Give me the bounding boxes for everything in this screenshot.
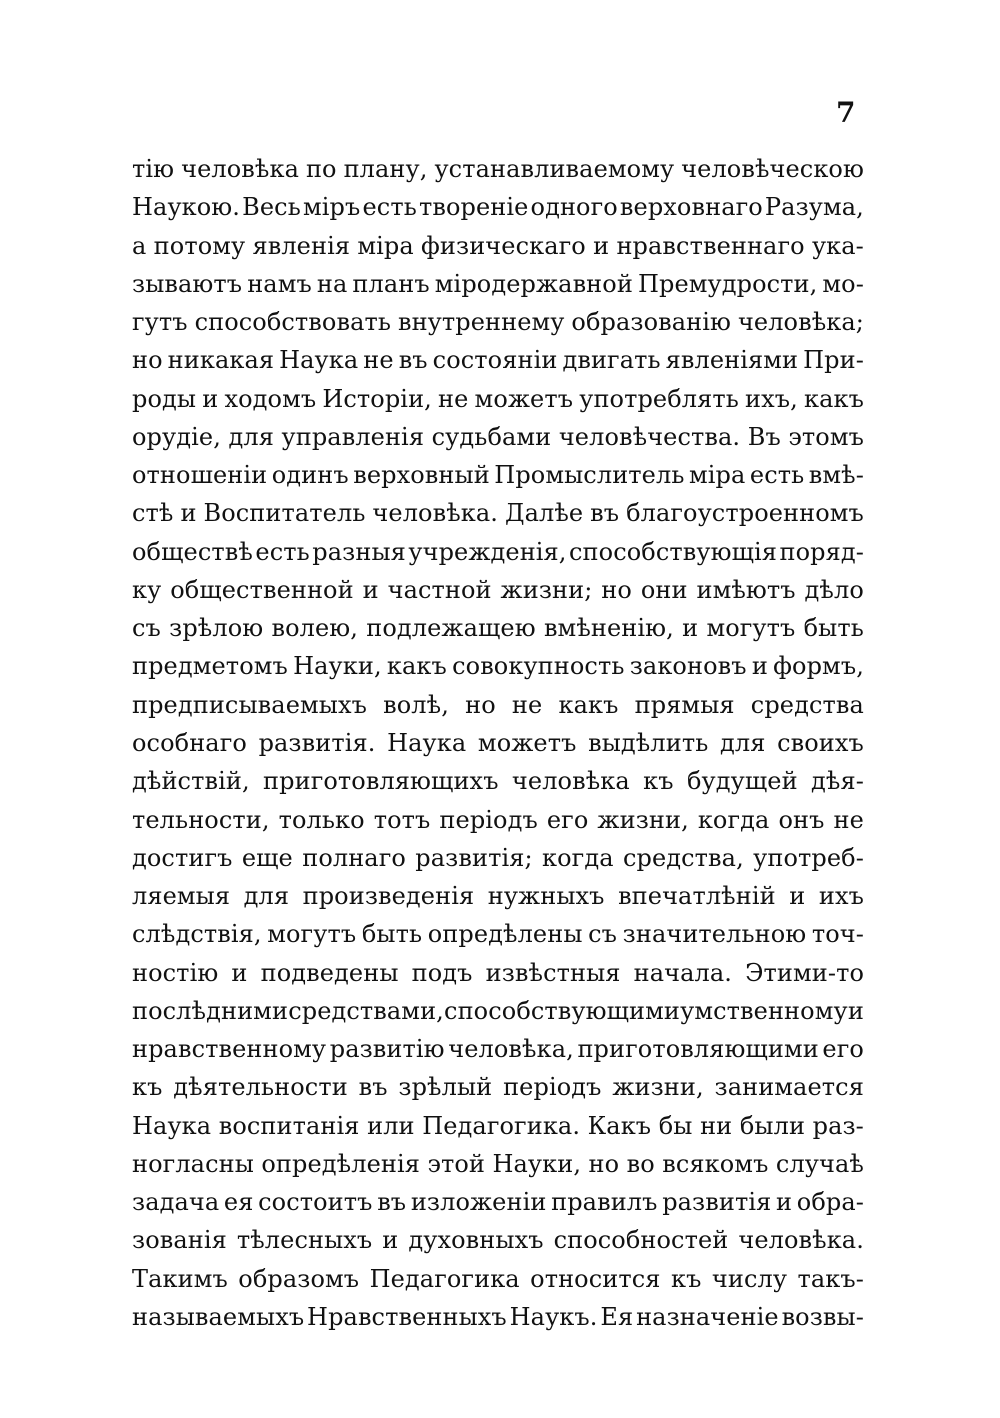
word: При-	[803, 346, 864, 375]
word: приготовляющихъ	[263, 767, 499, 796]
word: для	[228, 422, 274, 451]
word: человѣческою	[681, 155, 864, 183]
word: частной	[387, 575, 492, 604]
word: дѣло	[804, 575, 864, 604]
word: твореніе	[418, 193, 529, 222]
word: но	[601, 575, 632, 604]
word: къ	[670, 1264, 702, 1293]
word: намъ	[247, 269, 312, 298]
word: будущей	[686, 767, 798, 796]
page-number: 7	[836, 96, 856, 129]
word: волею,	[271, 614, 359, 643]
word: Такимъ	[132, 1264, 228, 1293]
word: употреблять	[579, 384, 739, 413]
word: человѣка	[181, 155, 299, 183]
word: нравственнаго	[616, 231, 805, 260]
word: верховнаго	[619, 193, 763, 222]
word: начала.	[633, 958, 732, 987]
word: вмѣненію,	[543, 614, 674, 643]
word: состояніи	[432, 346, 558, 375]
word: для	[243, 882, 290, 911]
word: зрѣлою	[169, 614, 264, 643]
word: употреб-	[753, 843, 864, 872]
word: и	[776, 1188, 793, 1217]
word: тѣлесныхъ	[236, 1226, 373, 1255]
word: и	[751, 652, 768, 681]
word: способствующія	[569, 537, 778, 566]
word: вмѣ-	[808, 461, 864, 490]
word: прямыя	[634, 690, 735, 719]
word: жизни,	[597, 805, 689, 834]
word: двигать	[562, 346, 661, 375]
word: Этими-то	[745, 958, 864, 987]
word: еще	[241, 843, 293, 872]
text-line	[132, 1107, 864, 1145]
word: впечатлѣній	[618, 882, 776, 911]
word: но	[465, 690, 496, 719]
word: человѣка	[511, 767, 630, 796]
word: и	[382, 1226, 399, 1255]
word: этомъ	[788, 422, 864, 451]
word: точ-	[811, 920, 864, 949]
word: къ	[132, 1073, 163, 1102]
word: человѣчества.	[558, 422, 741, 451]
word: съ	[132, 614, 161, 643]
word: опредѣлены	[427, 920, 583, 949]
word: мо-	[822, 269, 864, 298]
word: физическаго	[421, 231, 586, 260]
word: Далѣе	[504, 499, 584, 528]
word: воспитанія	[218, 1111, 360, 1140]
word: жизни;	[500, 575, 593, 604]
word: развитія	[662, 1188, 772, 1217]
text-line	[132, 380, 864, 418]
word: есть	[255, 537, 310, 566]
word: не	[438, 384, 469, 413]
word: или	[367, 1111, 415, 1140]
word: выдѣлить	[588, 728, 709, 757]
word: тію	[132, 155, 175, 183]
word: дѣя-	[811, 767, 864, 796]
word: ихъ	[818, 882, 864, 911]
text-line	[132, 1260, 864, 1298]
word: періодъ	[503, 1073, 602, 1102]
word: обра-	[796, 1188, 864, 1217]
word: Науки,	[293, 652, 382, 681]
word: ногласны	[132, 1149, 254, 1178]
word: зрѣлый	[398, 1073, 493, 1102]
word: орудіе,	[132, 422, 221, 451]
word: ностію	[132, 958, 219, 987]
text-line	[132, 303, 864, 341]
word: подлежащею	[366, 614, 536, 643]
word: дѣйствій,	[132, 767, 250, 796]
word: Наукою.	[132, 193, 241, 222]
word: тельности,	[132, 805, 270, 834]
word: учрежденія,	[408, 537, 567, 566]
word: способствующими	[444, 996, 680, 1025]
word: не	[363, 346, 394, 375]
word: волѣ,	[383, 690, 449, 719]
word: развитію	[329, 1035, 445, 1064]
text-line	[132, 150, 864, 188]
word: особнаго	[132, 728, 247, 757]
word: и	[202, 384, 219, 413]
word: произведенія	[302, 882, 475, 911]
word: тотъ	[373, 805, 431, 834]
text-line	[132, 839, 864, 877]
word: его	[822, 1035, 864, 1064]
word: подъ	[411, 958, 473, 987]
word: развитія.	[258, 728, 376, 757]
word: достигъ	[132, 843, 233, 872]
word: Нравственныхъ	[307, 1302, 507, 1331]
text-line	[132, 1145, 864, 1183]
word: и	[593, 231, 610, 260]
word: не	[511, 690, 543, 719]
word: когда	[542, 843, 614, 872]
word: образованію	[571, 308, 732, 337]
word: приготовляющими	[577, 1035, 819, 1064]
word: Науки,	[492, 1149, 582, 1178]
word: человѣка,	[448, 1035, 574, 1064]
word: и	[180, 499, 197, 528]
word: когда	[697, 805, 770, 834]
word: опредѣленія	[261, 1149, 420, 1178]
text-line	[132, 915, 864, 953]
word: поряд-	[779, 537, 864, 566]
word: въ	[377, 1188, 407, 1217]
word: возвы-	[781, 1302, 864, 1331]
word: дѣятельности	[173, 1073, 348, 1102]
word: благоустроенномъ	[626, 499, 864, 528]
word: человѣка;	[737, 308, 864, 337]
word: гутъ	[132, 308, 188, 337]
text-line	[132, 1030, 864, 1068]
word: отношеніи	[132, 461, 268, 490]
word: обществѣ	[132, 537, 253, 566]
word: назначеніе	[636, 1302, 779, 1331]
word: состоитъ	[258, 1188, 373, 1217]
text-line	[132, 227, 864, 265]
text-line	[132, 686, 864, 724]
word: законовъ	[629, 652, 747, 681]
text-line	[132, 1183, 864, 1221]
word: ея	[223, 1188, 254, 1217]
word: извѣстныя	[485, 958, 621, 987]
word: ука-	[811, 231, 864, 260]
word: но	[132, 346, 163, 375]
word: Наука	[387, 728, 467, 757]
word: и	[789, 882, 806, 911]
word: общественной	[170, 575, 354, 604]
word: міръ	[302, 193, 361, 222]
word: Весь	[242, 193, 301, 222]
word: жизни,	[612, 1073, 704, 1102]
word: явленіями	[665, 346, 799, 375]
word: слѣдствія,	[132, 920, 262, 949]
word: ляемыя	[132, 882, 231, 911]
word: а	[132, 231, 147, 260]
word: могутъ	[267, 920, 357, 949]
word: ку	[132, 575, 162, 604]
word: во	[626, 1149, 655, 1178]
word: ходомъ	[224, 384, 317, 413]
word: управленія	[281, 422, 425, 451]
text-line	[132, 877, 864, 915]
word: есть	[749, 461, 805, 490]
word: Наука	[279, 346, 359, 375]
word: въ	[358, 1073, 388, 1102]
text-line	[132, 418, 864, 456]
word: какъ	[558, 690, 619, 719]
word: способствовать	[194, 308, 392, 337]
word: и	[682, 614, 699, 643]
word: никакая	[167, 346, 275, 375]
word: человѣка.	[738, 1226, 864, 1255]
word: какъ	[804, 384, 864, 413]
text-line	[132, 265, 864, 303]
word: верховный	[353, 461, 490, 490]
word: судьбами	[431, 422, 552, 451]
word: міродержавной	[434, 269, 633, 298]
word: есть	[362, 193, 417, 222]
text-line	[132, 954, 864, 992]
text-line	[132, 762, 864, 800]
word: полнаго	[302, 843, 406, 872]
word: Педагогика.	[422, 1111, 581, 1140]
text-line	[132, 992, 864, 1030]
text-line	[132, 188, 864, 226]
word: раз-	[812, 1111, 864, 1140]
word: средствами,	[288, 996, 444, 1025]
text-line	[132, 1068, 864, 1106]
word: случаѣ	[775, 1149, 864, 1178]
word: такъ-	[797, 1264, 864, 1293]
word: своихъ	[777, 728, 864, 757]
text-line	[132, 341, 864, 379]
word: зываютъ	[132, 269, 243, 298]
word: въ	[590, 499, 620, 528]
word: числу	[711, 1264, 788, 1293]
word: Какъ	[587, 1111, 652, 1140]
word: Исторіи,	[322, 384, 432, 413]
word: человѣка.	[372, 499, 499, 528]
word: къ	[643, 767, 674, 796]
word: разныя	[312, 537, 406, 566]
word: ни	[700, 1111, 733, 1140]
word: можетъ	[474, 384, 574, 413]
word: и	[362, 575, 379, 604]
text-line	[132, 533, 864, 571]
word: Наукъ.	[509, 1302, 598, 1331]
word: на	[316, 269, 348, 298]
word: средства	[750, 690, 864, 719]
word: они	[640, 575, 688, 604]
word: потому	[153, 231, 246, 260]
text-line	[132, 801, 864, 839]
word: нравственному	[132, 1035, 327, 1064]
word: задача	[132, 1188, 220, 1217]
word: всякомъ	[662, 1149, 769, 1178]
word: имѣютъ	[696, 575, 796, 604]
word: устанавливаемому	[434, 155, 675, 183]
word: съ	[588, 920, 618, 949]
word: Ея	[600, 1302, 634, 1331]
word: развитія;	[415, 843, 533, 872]
body-text	[132, 150, 864, 1336]
word: называемыхъ	[132, 1302, 305, 1331]
word: этой	[427, 1149, 486, 1178]
text-line	[132, 724, 864, 762]
word: его	[546, 805, 589, 834]
word: бы	[658, 1111, 693, 1140]
word: способностей	[553, 1226, 729, 1255]
word: значительною	[622, 920, 807, 949]
word: предписываемыхъ	[132, 690, 367, 719]
word: Педагогика	[369, 1264, 520, 1293]
word: предметомъ	[132, 652, 288, 681]
word: формъ,	[773, 652, 864, 681]
word: явленія	[252, 231, 351, 260]
word: Премудрости,	[637, 269, 818, 298]
text-line	[132, 494, 864, 532]
word: міра	[357, 231, 414, 260]
word: изложеніи	[410, 1188, 547, 1217]
word: подведены	[260, 958, 399, 987]
word: правилъ	[551, 1188, 658, 1217]
text-line	[132, 609, 864, 647]
text-line	[132, 1221, 864, 1259]
word: ихъ,	[745, 384, 798, 413]
text-line	[132, 571, 864, 609]
word: могутъ	[706, 614, 796, 643]
word: стѣ	[132, 499, 174, 528]
word: внутреннему	[397, 308, 565, 337]
word: Разума,	[764, 193, 864, 222]
word: умственному	[680, 996, 848, 1025]
word: и	[847, 996, 864, 1025]
word: можетъ	[477, 728, 577, 757]
word: были	[739, 1111, 806, 1140]
word: образомъ	[238, 1264, 360, 1293]
text-line	[132, 456, 864, 494]
word: одного	[530, 193, 618, 222]
word: нужныхъ	[487, 882, 605, 911]
word: одинъ	[271, 461, 349, 490]
word: Воспитатель	[203, 499, 366, 528]
word: зованія	[132, 1226, 227, 1255]
word: періодъ	[439, 805, 538, 834]
word: міра	[688, 461, 746, 490]
word: совокупность	[452, 652, 625, 681]
text-line	[132, 647, 864, 685]
word: средства,	[622, 843, 744, 872]
word: планъ	[352, 269, 430, 298]
word: занимается	[714, 1073, 864, 1102]
word: быть	[361, 920, 423, 949]
word: но	[588, 1149, 620, 1178]
word: Промыслитель	[494, 461, 685, 490]
word: не	[833, 805, 864, 834]
word: послѣдними	[132, 996, 289, 1025]
word: онъ	[778, 805, 825, 834]
word: для	[720, 728, 766, 757]
word: духовныхъ	[408, 1226, 544, 1255]
word: относится	[530, 1264, 661, 1293]
text-line	[132, 1298, 864, 1336]
word: Въ	[747, 422, 781, 451]
word: плану,	[343, 155, 428, 183]
word: Наука	[132, 1111, 212, 1140]
word: только	[278, 805, 365, 834]
word: роды	[132, 384, 197, 413]
word: въ	[398, 346, 428, 375]
word: быть	[803, 614, 864, 643]
word: по	[305, 155, 337, 183]
word: и	[231, 958, 248, 987]
word: какъ	[386, 652, 447, 681]
